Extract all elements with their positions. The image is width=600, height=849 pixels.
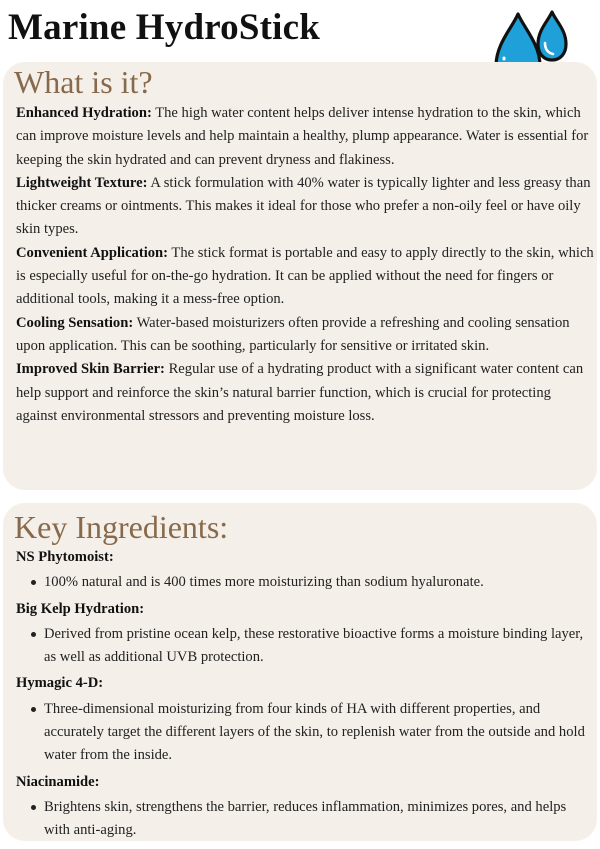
ingredient-name: NS Phytomoist: <box>16 549 114 565</box>
benefit-text: The high water content helps deliver intense hydration to the skin, which can improve moisture levels and help maintain a healthy, plump appearance. Water is essential for keeping the skin hydrated and can prevent dryness and flakiness. <box>16 105 589 168</box>
benefit-text: The stick format is portable and easy to apply directly to the skin, which is especially useful for on-the-go hydration. It can be applied without the need for fingers or additional tools, making it a mess-free option. <box>16 244 594 308</box>
what-is-it-body <box>16 102 594 428</box>
benefit-paragraph <box>16 312 594 359</box>
benefit-label: Improved Skin Barrier: <box>16 361 165 378</box>
ingredient-name: Hymagic 4-D: <box>16 675 104 692</box>
ingredient-description: Brightens skin, strengthens the barrier, reduces inflammation, minimizes pores, and helps with anti-aging. <box>44 796 588 843</box>
what-is-it-heading: What is it? <box>14 64 153 100</box>
benefit-paragraph <box>16 172 594 242</box>
ingredient-list <box>16 623 588 670</box>
benefit-text: A stick formulation with 40% water is typically lighter and less greasy than thicker creams or ointments. This makes it ideal for those who prefer a non-oily feel or have oily skin types. <box>16 174 591 238</box>
ingredient-list <box>16 796 588 843</box>
ingredient-description: Three-dimensional moisturizing from four kinds of HA with different properties, and accurately target the different layers of the skin, to replenish water from the outside and hold water from the inside. <box>44 698 588 768</box>
benefit-paragraph <box>16 358 594 428</box>
ingredient-list <box>16 698 588 768</box>
page-title: Marine HydroStick <box>8 7 321 48</box>
benefit-label: Enhanced Hydration: <box>16 105 152 121</box>
key-ingredients-heading: Key Ingredients: <box>14 509 229 545</box>
benefit-text: Water-based moisturizers often provide a refreshing and cooling sensation upon application. This can be soothing, particularly for sensitive or irritated skin. <box>16 314 570 354</box>
ingredient-description: 100% natural and is 400 times more moisturizing than sodium hyaluronate. <box>44 571 588 594</box>
benefit-text: Regular use of a hydrating product with a significant water content can help support and reinforce the skin’s natural barrier function, which is crucial for protecting against environmental stressors and preventing moisture loss. <box>16 361 584 424</box>
ingredient-description: Derived from pristine ocean kelp, these restorative bioactive forms a moisture binding layer, as well as additional UVB protection. <box>44 623 588 670</box>
ingredient-list <box>16 571 588 594</box>
benefit-label: Lightweight Texture: <box>16 174 148 191</box>
key-ingredients-body <box>16 546 588 846</box>
benefit-label: Convenient Application: <box>16 244 169 261</box>
benefit-paragraph <box>16 242 594 312</box>
ingredient-name: Niacinamide: <box>16 773 100 790</box>
benefit-paragraph <box>16 102 594 172</box>
ingredient-name: Big Kelp Hydration: <box>16 600 145 617</box>
benefit-label: Cooling Sensation: <box>16 314 134 331</box>
